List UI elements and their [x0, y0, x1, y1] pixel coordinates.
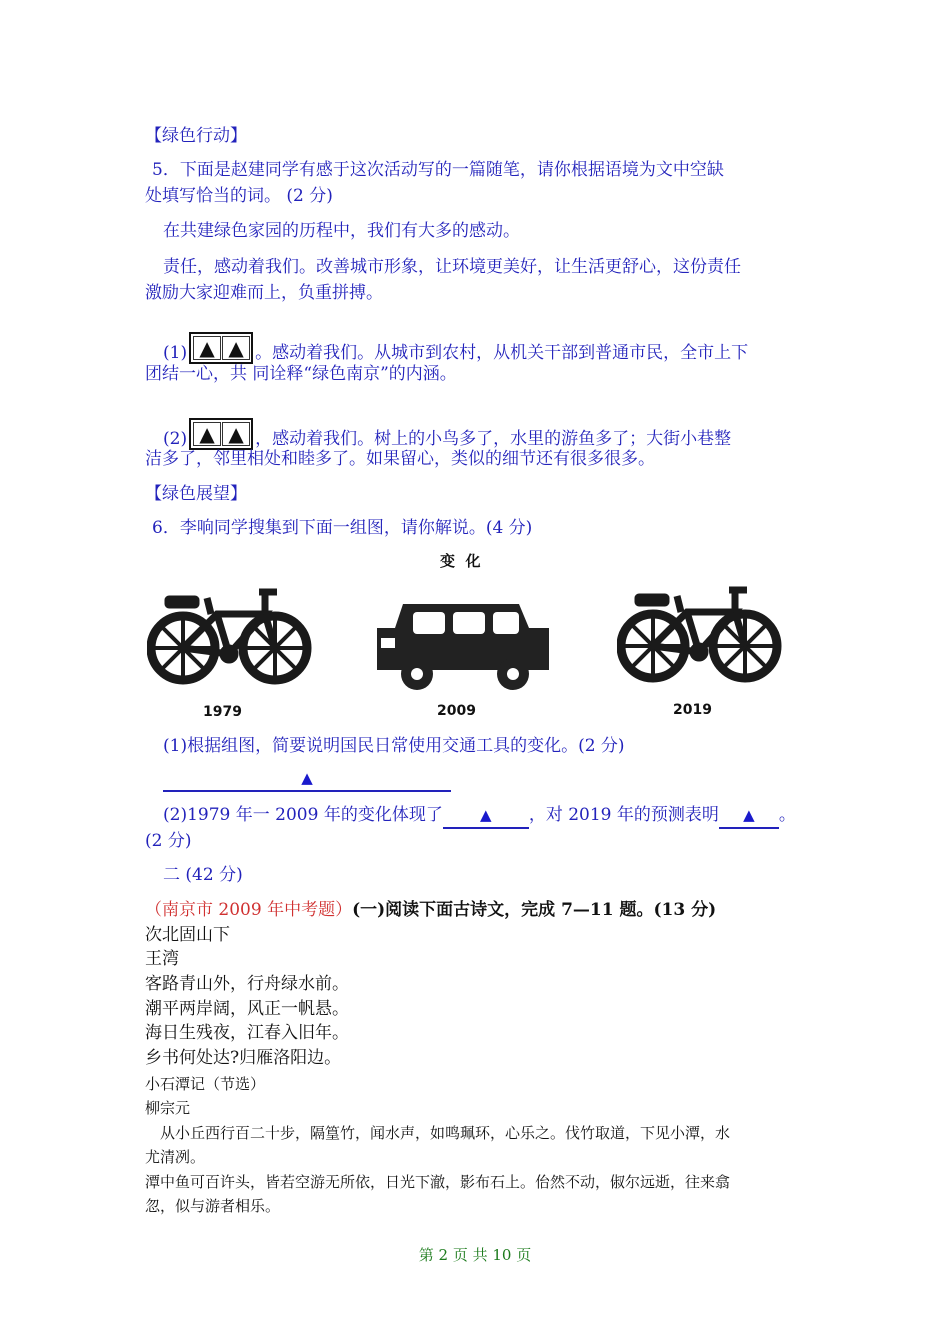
reading-instruction-line [145, 898, 810, 922]
essay-intro: 在共建绿色家园的历程中，我们有大多的感动。 [163, 221, 520, 241]
answer-box-1[interactable] [189, 332, 253, 364]
triangle-marker-icon: ▲ [480, 806, 492, 824]
blank-1-text: 。感动着我们。从城市到农村，从机关干部到普通市民，全市上下 [255, 343, 749, 363]
poem-title: 次北固山下 [145, 925, 230, 945]
answer-blank[interactable] [443, 803, 529, 829]
year-label-1979: 1979 [203, 704, 242, 720]
answer-box-2[interactable] [189, 418, 253, 450]
triangle-marker-icon: ▲ [222, 422, 250, 446]
section-heading-green-action: 【绿色行动】 [145, 126, 247, 146]
prose-paragraph-2-line-2: 忽，似与游者相乐。 [145, 1197, 281, 1215]
triangle-marker-icon: ▲ [193, 422, 221, 446]
question-6-part-2-score: (2 分) [145, 831, 192, 851]
question-6: 6．李响同学搜集到下面一组图，请你解说。(4 分) [152, 518, 533, 538]
question-6-2-text-c: 。 [778, 805, 796, 825]
question-5-line-2: 处填写恰当的词。 (2 分) [145, 186, 333, 206]
prose-title: 小石潭记（节选） [145, 1075, 266, 1093]
year-label-2009: 2009 [437, 703, 476, 719]
question-6-2-text-b: ，对 2019 年的预测表明 [528, 805, 719, 825]
bicycle-icon [147, 584, 313, 696]
prose-paragraph-1-line-1: 从小丘西行百二十步，隔篁竹，闻水声，如鸣珮环，心乐之。伐竹取道，下见小潭，水 [160, 1124, 731, 1142]
blank-2-text: ，感动着我们。树上的小鸟多了，水里的游鱼多了；大街小巷整 [255, 429, 732, 449]
essay-responsibility-line-2: 激励大家迎难而上，负重拼搏。 [145, 283, 383, 303]
poem-line: 客路青山外，行舟绿水前。 [145, 974, 349, 994]
car-icon [373, 598, 553, 694]
prose-paragraph-2-line-1: 潭中鱼可百许头，皆若空游无所依，日光下澈，影布石上。佁然不动，俶尔远逝，往来翕 [145, 1173, 731, 1191]
page-footer: 第 2 页 共 10 页 [418, 1246, 532, 1264]
triangle-marker-icon: ▲ [301, 769, 313, 787]
reading-instruction: (一)阅读下面古诗文，完成 7—11 题。(13 分) [352, 900, 717, 920]
essay-blank-2-line-2: 洁多了，邻里相处和睦多了。如果留心，类似的细节还有很多很多。 [145, 449, 655, 469]
question-6-2-text-a: (2)1979 年一 2009 年的变化体现了 [163, 805, 443, 825]
part-2-heading: 二 (42 分) [163, 865, 243, 885]
section-heading-green-outlook: 【绿色展望】 [145, 484, 247, 504]
source-tag: （南京市 2009 年中考题） [145, 900, 353, 920]
triangle-marker-icon: ▲ [193, 336, 221, 360]
question-6-part-1: (1)根据组图，简要说明国民日常使用交通工具的变化。(2 分) [163, 736, 625, 756]
question-5-line-1: 5．下面是赵建同学有感于这次活动写的一篇随笔，请你根据语境为文中空缺 [152, 160, 724, 180]
poem-line: 潮平两岸阔，风正一帆悬。 [145, 999, 349, 1019]
year-label-2019: 2019 [673, 702, 712, 718]
poem-line: 乡书何处达?归雁洛阳边。 [145, 1048, 342, 1068]
prose-paragraph-1-line-2: 尤清冽。 [145, 1148, 206, 1166]
blank-2-label: (2) [163, 429, 188, 449]
figure-title: 变 化 [440, 552, 481, 570]
change-figure [145, 548, 810, 728]
bicycle-icon [617, 582, 783, 694]
essay-responsibility-line-1: 责任，感动着我们。改善城市形象，让环境更美好，让生活更舒心，这份责任 [163, 257, 741, 277]
triangle-marker-icon: ▲ [222, 336, 250, 360]
prose-author: 柳宗元 [145, 1099, 191, 1117]
answer-blank[interactable] [719, 803, 779, 829]
triangle-marker-icon: ▲ [743, 806, 755, 824]
answer-blank[interactable] [163, 766, 451, 792]
essay-blank-1-line-2: 团结一心，共 同诠释“绿色南京”的内涵。 [145, 364, 457, 384]
poem-line: 海日生残夜，江春入旧年。 [145, 1023, 349, 1043]
essay-blank-1-line [163, 332, 828, 365]
question-6-part-2 [163, 803, 828, 829]
answer-line-6-1[interactable] [163, 766, 828, 792]
poem-author: 王湾 [145, 949, 179, 969]
blank-1-label: (1) [163, 343, 188, 363]
